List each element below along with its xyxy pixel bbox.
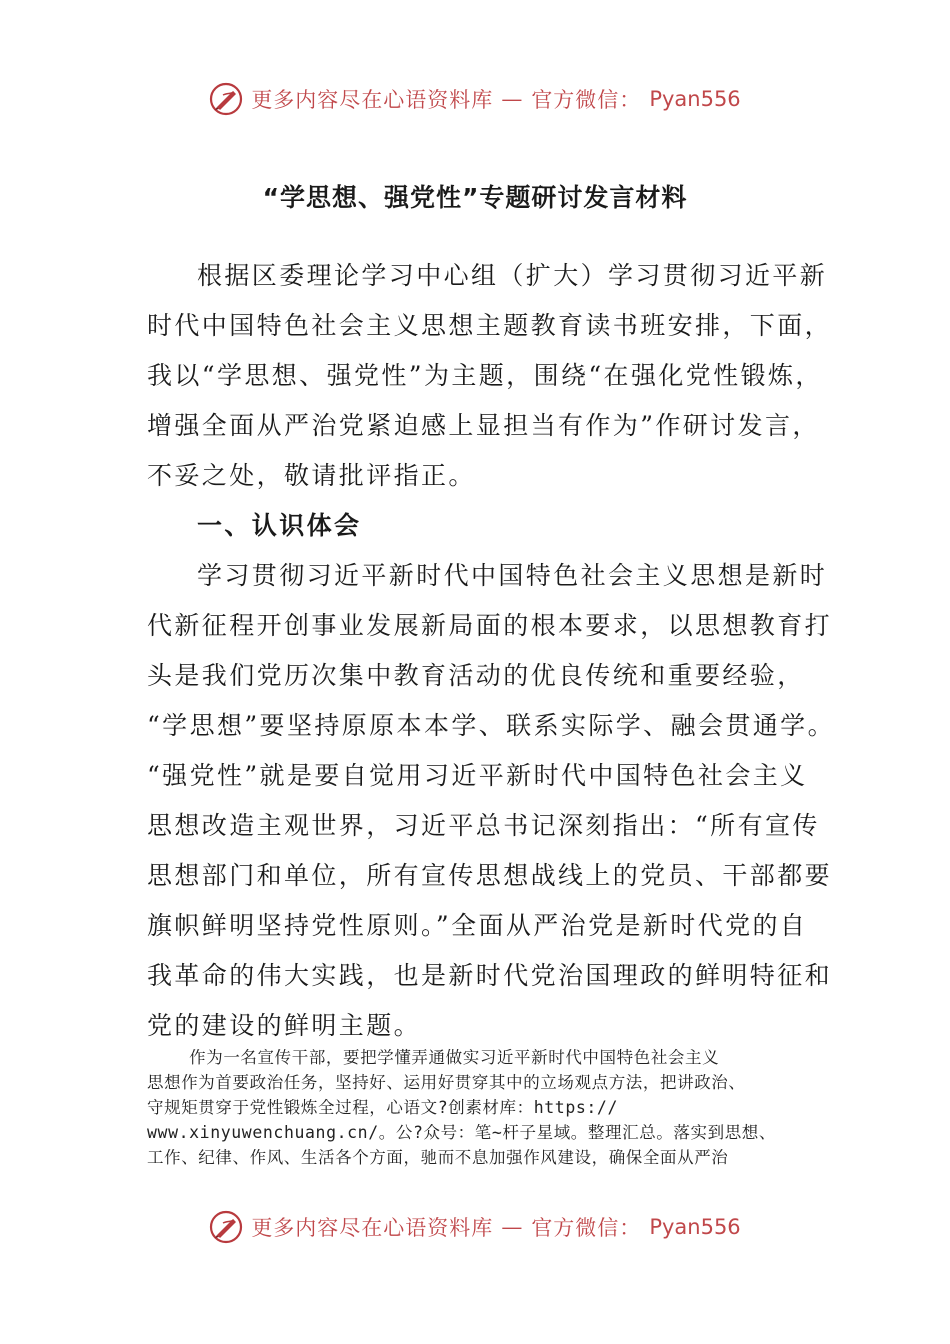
- text-line: 根据区委理论学习中心组（扩大）学习贯彻习近平新: [197, 261, 828, 290]
- text-line: 思想部门和单位，所有宣传思想战线上的党员、干部都要: [147, 861, 833, 890]
- document-title: “学思想、强党性”专题研讨发言材料: [262, 183, 688, 212]
- small-text-line: www.xinyuwenchuang.cn/。公?众号：笔~杆子星域。整理汇总。落实到思想、: [147, 1123, 777, 1142]
- footer-watermark-banner: [0, 1210, 950, 1244]
- text-line: 我以“学思想、强党性”为主题，围绕“在强化党性锻炼，: [147, 361, 823, 390]
- banner-text: 更多内容尽在心语资料库: [251, 1216, 494, 1240]
- small-text-line: 作为一名宣传干部，要把学懂弄通做实习近平新时代中国特色社会主义: [147, 1048, 720, 1067]
- banner-dash: —: [501, 87, 524, 111]
- banner-official-label: 官方微信：: [531, 88, 642, 112]
- text-line: “学思想”要坚持原原本本学、联系实际学、融会贯通学。: [147, 711, 835, 740]
- text-line: 不妥之处，敬请批评指正。: [147, 461, 476, 490]
- banner-official-label: 官方微信：: [531, 1216, 642, 1240]
- text-line: 时代中国特色社会主义思想主题教育读书班安排，下面，: [147, 311, 833, 340]
- text-line: 增强全面从严治党紧迫感上显担当有作为”作研讨发言，: [147, 411, 820, 440]
- text-line: 学习贯彻习近平新时代中国特色社会主义思想是新时: [197, 561, 828, 590]
- text-line: 旗帜鲜明坚持党性原则。”全面从严治党是新时代党的自: [147, 911, 808, 940]
- quill-pen-icon: [209, 82, 243, 116]
- banner-dash: —: [501, 1215, 524, 1239]
- text-line: 思想改造主观世界，习近平总书记深刻指出：“所有宣传: [147, 811, 820, 840]
- banner-text: 更多内容尽在心语资料库: [251, 88, 494, 112]
- text-line: 党的建设的鲜明主题。: [147, 1011, 422, 1040]
- text-line: “强党性”就是要自觉用习近平新时代中国特色社会主义: [147, 761, 808, 790]
- text-line: 我革命的伟大实践，也是新时代党治国理政的鲜明特征和: [147, 961, 833, 990]
- small-text-line: 思想作为首要政治任务，坚持好、运用好贯穿其中的立场观点方法，把讲政治、: [147, 1073, 746, 1092]
- text-line: 头是我们党历次集中教育活动的优良传统和重要经验，: [147, 661, 805, 690]
- banner-wechat-id: Pyan556: [649, 1215, 741, 1239]
- header-watermark-banner: [0, 82, 950, 116]
- small-text-line: 工作、纪律、作风、生活各个方面，驰而不息加强作风建设，确保全面从严治: [147, 1148, 729, 1167]
- section-heading: 一、认识体会: [197, 511, 362, 540]
- banner-wechat-id: Pyan556: [649, 87, 741, 111]
- quill-pen-icon: [209, 1210, 243, 1244]
- text-line: 代新征程开创事业发展新局面的根本要求，以思想教育打: [147, 611, 833, 640]
- small-text-line: 守规矩贯穿于党性锻炼全过程，心语文?创素材库：https://: [147, 1098, 619, 1117]
